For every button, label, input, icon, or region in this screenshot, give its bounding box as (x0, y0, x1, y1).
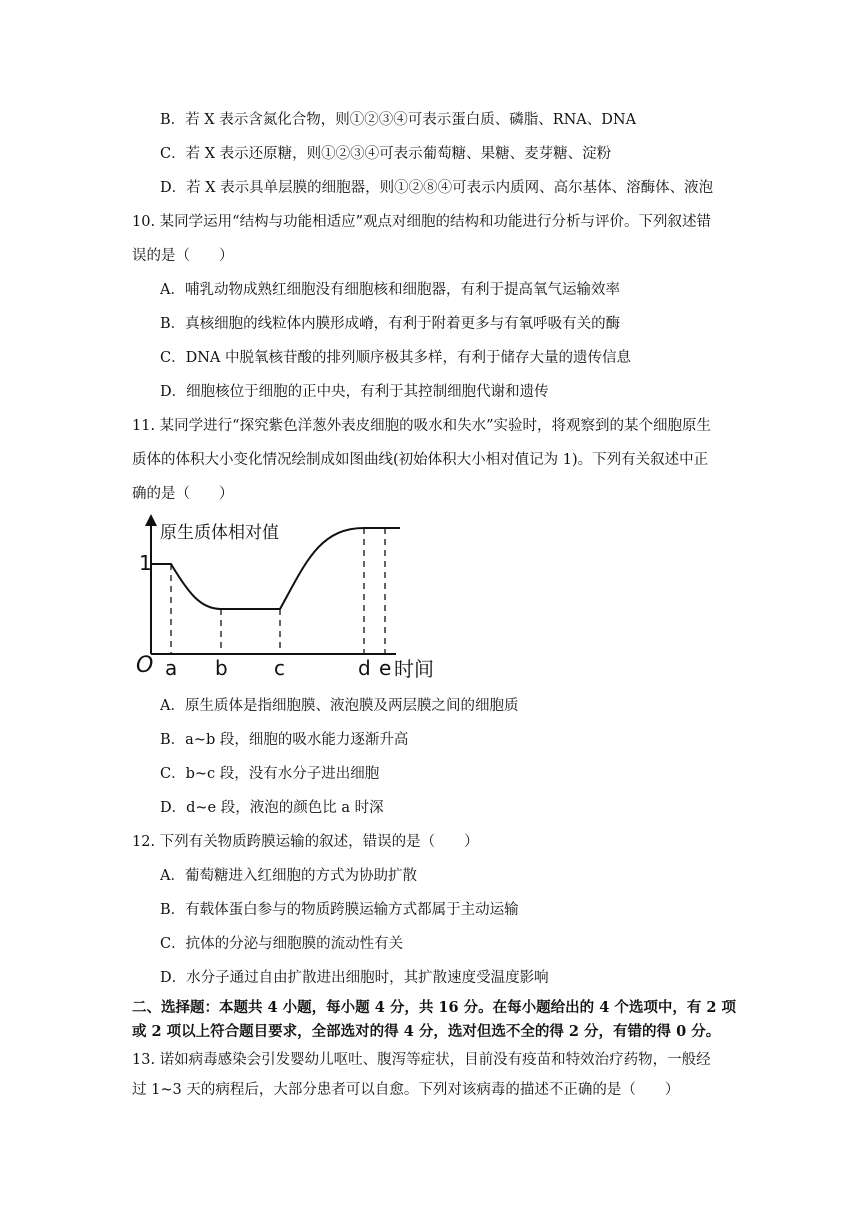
q11-option-a: A．原生质体是指细胞膜、液泡膜及两层膜之间的细胞质 (160, 698, 519, 714)
q12-option-d: D．水分子通过自由扩散进出细胞时，其扩散速度受温度影响 (160, 970, 549, 986)
x-axis-label: 时间 (394, 657, 434, 681)
q11-stem-2: 质体的体积大小变化情况绘制成如图曲线(初始体积大小相对值记为 1)。下列有关叙述中正 (132, 452, 709, 468)
q13-stem-1: 13. 诺如病毒感染会引发婴幼儿呕吐、腹泻等症状，目前没有疫苗和特效治疗药物，一般经 (132, 1052, 711, 1068)
q10-option-d: D．细胞核位于细胞的正中央，有利于其控制细胞代谢和遗传 (160, 384, 549, 400)
q10-option-b: B．真核细胞的线粒体内膜形成嵴，有利于附着更多与有氧呼吸有关的酶 (160, 316, 621, 332)
y-axis-label: 原生质体相对值 (160, 523, 279, 543)
x-tick-label-b: b (215, 656, 228, 680)
x-tick-label-d: d (358, 656, 371, 680)
protoplast-volume-chart (130, 512, 450, 687)
origin-label: O (136, 653, 154, 678)
q11-option-d: D．d~e 段，液泡的颜色比 a 时深 (160, 800, 384, 816)
q11-option-c: C．b~c 段，没有水分子进出细胞 (160, 766, 380, 782)
q9-option-d: D．若 X 表示具单层膜的细胞器，则①②⑧④可表示内质网、高尔基体、溶酶体、液泡 (160, 180, 714, 196)
q10-stem-1: 10. 某同学运用“结构与功能相适应”观点对细胞的结构和功能进行分析与评价。下列叙述错 (132, 214, 711, 230)
section2-heading-2: 或 2 项以上符合题目要求，全部选对的得 4 分，选对但选不全的得 2 分，有错的得 0 分。 (132, 1023, 721, 1040)
q9-option-b: B．若 X 表示含氮化合物，则①②③④可表示蛋白质、磷脂、RNA、DNA (160, 112, 637, 128)
q9-option-c: C．若 X 表示还原糖，则①②③④可表示葡萄糖、果糖、麦芽糖、淀粉 (160, 146, 612, 162)
x-tick-label-a: a (165, 656, 178, 680)
x-tick-label-c: c (274, 656, 285, 680)
q12-stem: 12. 下列有关物质跨膜运输的叙述，错误的是（ ） (132, 834, 479, 850)
q10-option-a: A．哺乳动物成熟红细胞没有细胞核和细胞器，有利于提高氧气运输效率 (160, 282, 620, 298)
q12-option-c: C．抗体的分泌与细胞膜的流动性有关 (160, 936, 404, 952)
q10-option-c: C．DNA 中脱氧核苷酸的排列顺序极其多样，有利于储存大量的遗传信息 (160, 350, 631, 366)
y-tick-label-1: 1 (139, 551, 152, 575)
q11-stem-3: 确的是（ ） (132, 486, 234, 502)
section2-heading-1: 二、选择题：本题共 4 小题，每小题 4 分，共 16 分。在每小题给出的 4 个选项中，有 2 项 (132, 999, 737, 1016)
q11-option-b: B．a~b 段，细胞的吸水能力逐渐升高 (160, 732, 409, 748)
q10-stem-2: 误的是（ ） (132, 248, 234, 264)
x-tick-label-e: e (379, 656, 392, 680)
q12-option-a: A．葡萄糖进入红细胞的方式为协助扩散 (160, 868, 417, 884)
q13-stem-2: 过 1~3 天的病程后，大部分患者可以自愈。下列对该病毒的描述不正确的是（ ） (132, 1082, 680, 1098)
q12-option-b: B．有载体蛋白参与的物质跨膜运输方式都属于主动运输 (160, 902, 519, 918)
q11-stem-1: 11. 某同学进行“探究紫色洋葱外表皮细胞的吸水和失水”实验时，将观察到的某个细胞原生 (132, 418, 711, 434)
